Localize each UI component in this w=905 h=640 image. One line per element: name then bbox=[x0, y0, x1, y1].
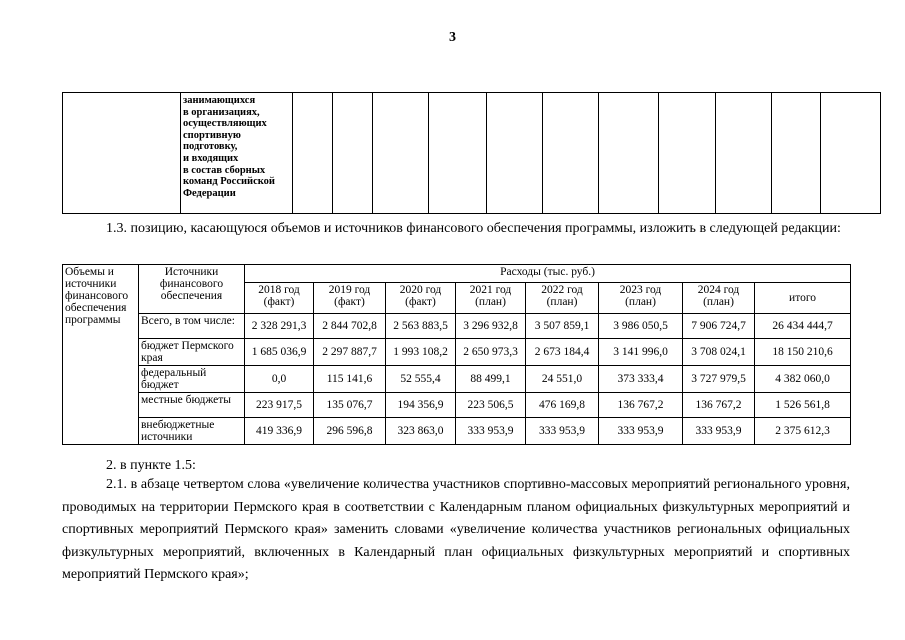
year-label: 2022 год bbox=[541, 284, 583, 296]
cell-total: 2 375 612,3 bbox=[755, 418, 851, 445]
cell-value: 333 953,9 bbox=[599, 418, 683, 445]
cell-value: 3 708 024,1 bbox=[683, 339, 755, 366]
table-row bbox=[63, 314, 851, 339]
header-year bbox=[245, 283, 314, 314]
continuation-cell bbox=[772, 93, 821, 214]
year-label: 2018 год bbox=[258, 284, 300, 296]
continuation-cell bbox=[599, 93, 659, 214]
continuation-indicator-text bbox=[181, 93, 293, 214]
cell-value: 7 906 724,7 bbox=[683, 314, 755, 339]
header-sources: Источники финансового обеспечения bbox=[139, 265, 245, 314]
continuation-cell bbox=[716, 93, 772, 214]
cell-value: 223 917,5 bbox=[245, 393, 314, 418]
cell-total: 18 150 210,6 bbox=[755, 339, 851, 366]
page-number: 3 bbox=[449, 30, 456, 45]
continuation-cell bbox=[293, 93, 333, 214]
continuation-table bbox=[62, 92, 881, 214]
cell-value: 194 356,9 bbox=[386, 393, 456, 418]
cell-value: 24 551,0 bbox=[526, 366, 599, 393]
year-kind: (факт) bbox=[263, 296, 295, 308]
year-kind: (план) bbox=[546, 296, 578, 308]
continuation-line: спортивную bbox=[183, 129, 241, 141]
year-kind: (план) bbox=[703, 296, 734, 308]
continuation-cell bbox=[333, 93, 373, 214]
cell-value: 3 986 050,5 bbox=[599, 314, 683, 339]
cell-value: 2 328 291,3 bbox=[245, 314, 314, 339]
row-source: Всего, в том числе: bbox=[139, 314, 245, 339]
cell-value: 419 336,9 bbox=[245, 418, 314, 445]
year-label: 2024 год bbox=[697, 284, 740, 296]
cell-value: 2 673 184,4 bbox=[526, 339, 599, 366]
cell-value: 1 993 108,2 bbox=[386, 339, 456, 366]
cell-value: 115 141,6 bbox=[314, 366, 386, 393]
cell-value: 333 953,9 bbox=[683, 418, 755, 445]
cell-value: 2 563 883,5 bbox=[386, 314, 456, 339]
cell-value: 135 076,7 bbox=[314, 393, 386, 418]
continuation-cell bbox=[63, 93, 181, 214]
continuation-line: подготовку, bbox=[183, 141, 238, 153]
table-row bbox=[63, 366, 851, 393]
year-kind: (факт) bbox=[405, 296, 436, 308]
year-label: 2019 год bbox=[328, 284, 371, 296]
continuation-cell bbox=[487, 93, 543, 214]
continuation-cell bbox=[543, 93, 599, 214]
header-year bbox=[456, 283, 526, 314]
row-source: местные бюджеты bbox=[139, 393, 245, 418]
continuation-line: осуществляющих bbox=[183, 118, 267, 130]
cell-value: 52 555,4 bbox=[386, 366, 456, 393]
header-year bbox=[526, 283, 599, 314]
continuation-line: и входящих bbox=[183, 152, 239, 164]
cell-value: 3 727 979,5 bbox=[683, 366, 755, 393]
financing-table bbox=[62, 264, 851, 445]
header-year bbox=[683, 283, 755, 314]
continuation-line: в организациях, bbox=[183, 106, 260, 118]
year-kind: (план) bbox=[625, 296, 656, 308]
header-volumes-sources: Объемы и источники финансового обеспечения программы bbox=[63, 265, 139, 445]
table-row bbox=[63, 418, 851, 445]
continuation-cell bbox=[429, 93, 487, 214]
continuation-line: команд Российской bbox=[183, 176, 275, 188]
cell-value: 333 953,9 bbox=[526, 418, 599, 445]
cell-total: 1 526 561,8 bbox=[755, 393, 851, 418]
header-year bbox=[599, 283, 683, 314]
continuation-line: занимающихся bbox=[183, 95, 256, 106]
cell-value: 373 333,4 bbox=[599, 366, 683, 393]
table-row bbox=[63, 339, 851, 366]
table-row bbox=[63, 393, 851, 418]
continuation-cell bbox=[373, 93, 429, 214]
cell-value: 2 844 702,8 bbox=[314, 314, 386, 339]
cell-value: 3 507 859,1 bbox=[526, 314, 599, 339]
continuation-row bbox=[63, 93, 881, 214]
cell-value: 2 650 973,3 bbox=[456, 339, 526, 366]
header-expenses: Расходы (тыс. руб.) bbox=[245, 265, 851, 283]
paragraph-2: 2. в пункте 1.5: bbox=[106, 458, 196, 473]
paragraph-1-3: 1.3. позицию, касающуюся объемов и источников финансового обеспечения программы, изложить в следующей редакции: bbox=[106, 221, 841, 236]
continuation-line: в состав сборных bbox=[183, 164, 266, 176]
cell-value: 476 169,8 bbox=[526, 393, 599, 418]
cell-value: 1 685 036,9 bbox=[245, 339, 314, 366]
continuation-cell bbox=[821, 93, 881, 214]
header-year bbox=[314, 283, 386, 314]
year-label: 2020 год bbox=[399, 284, 442, 296]
paragraph-2-1: 2.1. в абзаце четвертом слова «увеличение количества участников спортивно-массовых мероприятий регионального уровня, проводимых на территории Пермского края в соответствии с Календарным планом официальных физкультурных мероприятий и спортивных мероприятий Пермского края» заменить словами «увеличение количества участников региональных официальных физкультурных мероприятий, включенных в Календарный план официальных физкультурных мероприятий и спортивных мероприятий Пермского края»; bbox=[62, 477, 850, 582]
year-kind: (план) bbox=[475, 296, 506, 308]
continuation-cell bbox=[659, 93, 716, 214]
cell-total: 26 434 444,7 bbox=[755, 314, 851, 339]
cell-value: 0,0 bbox=[245, 366, 314, 393]
year-kind: (факт) bbox=[334, 296, 365, 308]
cell-value: 323 863,0 bbox=[386, 418, 456, 445]
header-row-1 bbox=[63, 265, 851, 283]
cell-value: 333 953,9 bbox=[456, 418, 526, 445]
continuation-line: Федерации bbox=[183, 187, 236, 199]
row-source: бюджет Пермского края bbox=[139, 339, 245, 366]
cell-value: 3 296 932,8 bbox=[456, 314, 526, 339]
header-total: итого bbox=[755, 283, 851, 314]
cell-value: 296 596,8 bbox=[314, 418, 386, 445]
cell-value: 3 141 996,0 bbox=[599, 339, 683, 366]
cell-value: 136 767,2 bbox=[683, 393, 755, 418]
cell-value: 136 767,2 bbox=[599, 393, 683, 418]
year-label: 2021 год bbox=[469, 284, 512, 296]
cell-value: 88 499,1 bbox=[456, 366, 526, 393]
row-source: внебюджетные источники bbox=[139, 418, 245, 445]
cell-value: 2 297 887,7 bbox=[314, 339, 386, 366]
cell-value: 223 506,5 bbox=[456, 393, 526, 418]
header-year bbox=[386, 283, 456, 314]
row-source: федеральный бюджет bbox=[139, 366, 245, 393]
year-label: 2023 год bbox=[619, 284, 662, 296]
cell-total: 4 382 060,0 bbox=[755, 366, 851, 393]
